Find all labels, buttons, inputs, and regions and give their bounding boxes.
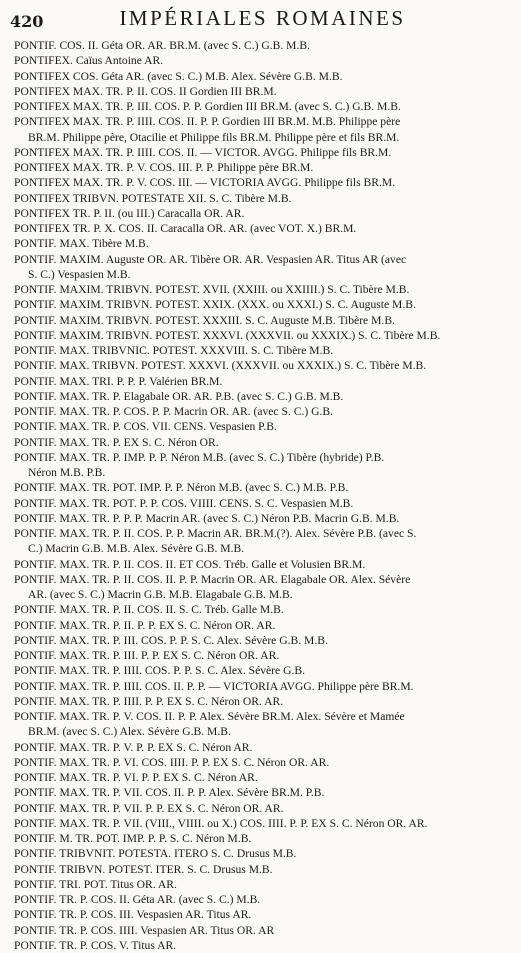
- legend-entry: PONTIF. MAX. TR. P. III. COS. P. P. S. C. Alex. Sévère G.B. M.B.: [14, 633, 328, 647]
- legend-entry: PONTIF. TRIBVNIT. POTESTA. ITERO S. C. Drusus M.B.: [14, 847, 297, 861]
- legend-entry: PONTIF. TRIBVN. POTEST. ITER. S. C. Drusus M.B.: [14, 862, 273, 876]
- legend-entry: PONTIF. MAXIM. TRIBVN. POTEST. XVII. (XXIII. ou XXIIII.) S. C. Tibère M.B.: [14, 283, 410, 296]
- legend-entry: PONTIF. MAX. TR. P. EX S. C. Néron OR.: [14, 435, 219, 449]
- legend-entry: PONTIF. MAX. TR. P. V. P. P. EX S. C. Néron AR.: [14, 740, 253, 754]
- running-head: IMPÉRIALES ROMAINES: [119, 6, 406, 30]
- legend-entry: PONTIF. MAX. TR. P. IMP. P. P. Néron M.B. (avec S. C.) Tibère (hybride) P.B.: [14, 450, 385, 464]
- legend-entry: PONTIF. MAX. TR. P. II. COS. II. S. C. Tréb. Galle M.B.: [14, 603, 284, 617]
- legend-entry: PONTIF. MAX. TR. P. II. P. P. EX S. C. Néron OR. AR.: [14, 618, 276, 632]
- page-header: [10, 4, 515, 34]
- legend-entry: PONTIF. TR. P. COS. III. Vespasien AR. Titus AR.: [14, 908, 252, 922]
- legend-entry: PONTIF. MAX. TRIBVN. POTEST. XXXVI. (XXXVII. ou XXXIX.) S. C. Tibère M.B.: [14, 359, 427, 373]
- legend-entry: PONTIF. MAX. TR. P. VI. COS. IIII. P. P. EX S. C. Néron OR. AR.: [14, 755, 330, 769]
- legend-entry: PONTIFEX MAX. TR. P. IIII. COS. II. P. P. Gordien III BR.M. M.B. Philippe père: [14, 115, 401, 129]
- legend-entry: PONTIF. TR. P. COS. II. Géta AR. (avec S. C.) M.B.: [14, 893, 261, 906]
- legend-entry: PONTIFEX TR. P. X. COS. II. Caracalla OR. AR. (avec VOT. X.) BR.M.: [14, 222, 357, 235]
- legend-entry: PONTIF. TR. P. COS. IIII. Vespasien AR. Titus OR. AR: [14, 923, 275, 937]
- legend-entry: PONTIFEX. Caïus Antoine AR.: [14, 54, 164, 68]
- legend-continuation-line: Néron M.B. P.B.: [28, 466, 106, 479]
- legend-entry: PONTIF. TR. P. COS. V. Titus AR.: [14, 938, 177, 952]
- legend-continuation-line: AR. (avec S. C.) Macrin G.B. M.B. Elagabale G.B. M.B.: [28, 588, 293, 601]
- legend-entry: PONTIF. MAX. TR. P. V. COS. II. P. P. Alex. Sévère BR.M. Alex. Sévère et Mamée: [14, 710, 405, 723]
- legend-entry: PONTIF. MAX. TR. P. P. P. Macrin AR. (avec S. C.) Néron P.B. Macrin G.B. M.B.: [14, 511, 400, 525]
- legend-entry: PONTIFEX MAX. TR. P. II. COS. II Gordien III BR.M.: [14, 84, 277, 98]
- legend-entry: PONTIF. MAX. TR. P. VII. (VIII., VIIII. ou X.) COS. IIII. P. P. EX S. C. Néron OR. AR.: [14, 816, 428, 830]
- legend-continuation-line: C.) Macrin G.B. M.B. Alex. Sévère G.B. M.B.: [28, 542, 245, 556]
- legend-continuation-line: BR.M. Philippe père, Otacilie et Philippe fils BR.M. Philippe père et fils BR.M.: [28, 130, 400, 144]
- page-number: 420: [10, 12, 44, 31]
- legend-entry: PONTIF. MAX. TR. P. COS. P. P. Macrin OR. AR. (avec S. C.) G.B.: [14, 405, 334, 418]
- legend-entry: PONTIFEX TR. P. II. (ou III.) Caracalla OR. AR.: [14, 206, 245, 220]
- legend-entry: PONTIFEX MAX. TR. P. III. COS. P. P. Gordien III BR.M. (avec S. C.) G.B. M.B.: [14, 100, 401, 113]
- legend-entry: PONTIF. MAX. TR. P. Elagabale OR. AR. P.B. (avec S. C.) G.B. M.B.: [14, 389, 344, 403]
- legend-entry: PONTIF. MAXIM. Auguste OR. AR. Tibère OR. AR. Vespasien AR. Titus AR (avec: [14, 252, 407, 266]
- legend-continuation-line: S. C.) Vespasien M.B.: [28, 267, 131, 281]
- legend-entry: PONTIFEX COS. Géta AR. (avec S. C.) M.B. Alex. Sévère G.B. M.B.: [14, 69, 343, 83]
- legend-entry: PONTIF. MAX. TR. P. VII. P. P. EX S. C. Néron OR. AR.: [14, 801, 284, 815]
- legend-entry: PONTIF. MAX. TR. P. II. COS. II. ET COS. Tréb. Galle et Volusien BR.M.: [14, 557, 366, 571]
- legend-entry: PONTIF. MAX. TR. P. VII. COS. II. P. P. Alex. Sévère BR.M. P.B.: [14, 786, 325, 800]
- legend-entry: PONTIFEX MAX. TR. P. IIII. COS. II. — VICTOR. AVGG. Philippe fils BR.M.: [14, 145, 392, 159]
- legend-continuation-line: BR.M. (avec S. C.) Alex. Sévère G.B. M.B.: [28, 725, 231, 739]
- legend-list: [14, 38, 514, 953]
- legend-entry: PONTIF. MAX. TRI. P. P. P. Valérien BR.M.: [14, 374, 223, 388]
- legend-entry: PONTIF. MAX. TR. P. II. COS. II. P. P. Macrin OR. AR. Elagabale OR. Alex. Sévère: [14, 572, 411, 586]
- legend-entry: PONTIF. COS. II. Géta OR. AR. BR.M. (avec S. C.) G.B. M.B.: [14, 39, 311, 52]
- legend-entry: PONTIFEX TRIBVN. POTESTATE XII. S. C. Tibère M.B.: [14, 191, 292, 205]
- legend-entry: PONTIF. MAX. TR. P. IIII. P. P. EX S. C. Néron OR. AR.: [14, 694, 284, 708]
- legend-entry: PONTIF. MAX. TR. POT. P. P. COS. VIIII. CENS. S. C. Vespasien M.B.: [14, 496, 354, 510]
- legend-entry: PONTIF. MAX. TR. P. COS. VII. CENS. Vespasien P.B.: [14, 420, 277, 434]
- legend-entry: PONTIF. MAX. TR. POT. IMP. P. P. Néron M.B. (avec S. C.) M.B. P.B.: [14, 481, 349, 495]
- legend-entry: PONTIF. MAX. TR. P. VI. P. P. EX S. C. Néron AR.: [14, 771, 258, 784]
- legend-entry: PONTIF. M. TR. POT. IMP. P. P. S. C. Néron M.B.: [14, 832, 252, 845]
- legend-entry: PONTIF. MAX. Tibère M.B.: [14, 237, 149, 251]
- legend-entry: PONTIF. MAXIM. TRIBVN. POTEST. XXIX. (XXX. ou XXXI.) S. C. Auguste M.B.: [14, 298, 416, 312]
- legend-entry: PONTIF. MAX. TR. P. III. P. P. EX S. C. Néron OR. AR.: [14, 649, 280, 662]
- legend-entry: PONTIF. MAX. TR. P. IIII. COS. P. P. S. C. Alex. Sévère G.B.: [14, 664, 305, 678]
- legend-entry: PONTIFEX MAX. TR. P. V. COS. III. — VICTORIA AVGG. Philippe fils BR.M.: [14, 176, 396, 190]
- legend-entry: PONTIFEX MAX. TR. P. V. COS. III. P. P. Philippe père BR.M.: [14, 161, 314, 174]
- legend-entry: PONTIF. MAX. TR. P. IIII. COS. II. P. P. — VICTORIA AVGG. Philippe père BR.M.: [14, 679, 414, 693]
- legend-entry: PONTIF. TRI. POT. Titus OR. AR.: [14, 877, 177, 891]
- legend-entry: PONTIF. MAXIM. TRIBVN. POTEST. XXXVI. (XXXVII. ou XXXIX.) S. C. Tibère M.B.: [14, 328, 441, 342]
- legend-entry: PONTIF. MAX. TR. P. II. COS. P. P. Macrin AR. BR.M.(?). Alex. Sévère P.B. (avec S.: [14, 527, 417, 540]
- legend-entry: PONTIF. MAXIM. TRIBVN. POTEST. XXXIII. S. C. Auguste M.B. Tibère M.B.: [14, 313, 395, 327]
- legend-entry: PONTIF. MAX. TRIBVNIC. POTEST. XXXVIII. S. C. Tibère M.B.: [14, 344, 334, 357]
